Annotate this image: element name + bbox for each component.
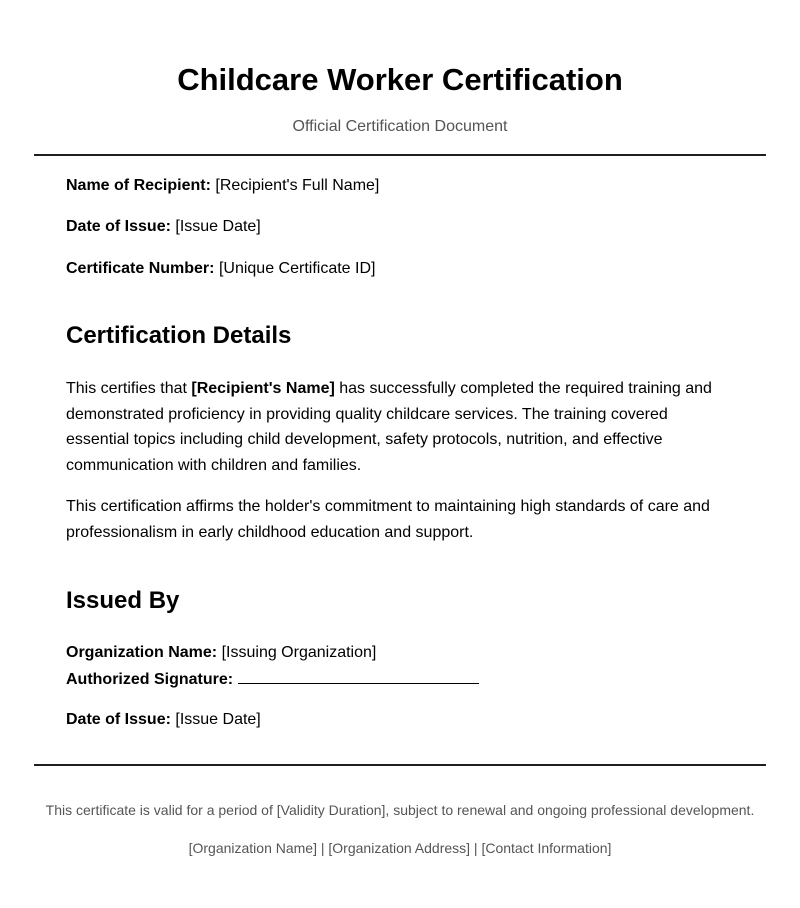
- paragraph-1-recipient-name: [Recipient's Name]: [191, 380, 335, 397]
- certification-details-paragraph-1: [66, 376, 726, 478]
- certificate-number-field: [66, 259, 726, 279]
- certificate-number-value: [Unique Certificate ID]: [218, 260, 376, 277]
- recipient-name-label: Name of Recipient:: [66, 177, 211, 194]
- paragraph-1-prefix: This certifies that: [66, 380, 187, 397]
- certification-details-paragraph-2: This certification affirms the holder's commitment to maintaining high standards of care and professionalism in early childhood education and support.: [66, 498, 710, 541]
- validity-note: This certificate is valid for a period of [Validity Duration], subject to renewal and ongoing professional development.: [45, 802, 755, 818]
- page-subtitle: Official Certification Document: [292, 118, 508, 135]
- footer-divider: [34, 764, 766, 766]
- issue-date-value: [Issue Date]: [175, 218, 261, 235]
- page-title: Childcare Worker Certification: [177, 62, 623, 97]
- signature-line: [238, 668, 479, 684]
- paragraph-1-suffix: has successfully completed the required training and demonstrated proficiency in providing quality childcare services. The training covered essential topics including child development, safety protocols, nutrition, and effective communication with children and families.: [66, 380, 712, 474]
- signature-field: [66, 668, 726, 690]
- organization-name-field: [66, 643, 726, 663]
- issued-by-date-label: Date of Issue:: [66, 711, 171, 728]
- issue-date-field: [66, 217, 726, 237]
- organization-name-label: Organization Name:: [66, 644, 218, 661]
- issued-by-heading: Issued By: [66, 587, 180, 614]
- issue-date-label: Date of Issue:: [66, 218, 171, 235]
- signature-label: Authorized Signature:: [66, 671, 234, 688]
- recipient-name-value: [Recipient's Full Name]: [215, 177, 380, 194]
- certificate-number-label: Certificate Number:: [66, 260, 215, 277]
- issued-by-date-field: [66, 710, 726, 730]
- recipient-name-field: [66, 176, 726, 196]
- organization-name-value: [Issuing Organization]: [221, 644, 377, 661]
- issued-by-date-value: [Issue Date]: [175, 711, 261, 728]
- certification-details-heading: Certification Details: [66, 322, 292, 349]
- contact-info: [Organization Name] | [Organization Address] | [Contact Information]: [188, 840, 612, 856]
- certificate-header: [34, 0, 766, 156]
